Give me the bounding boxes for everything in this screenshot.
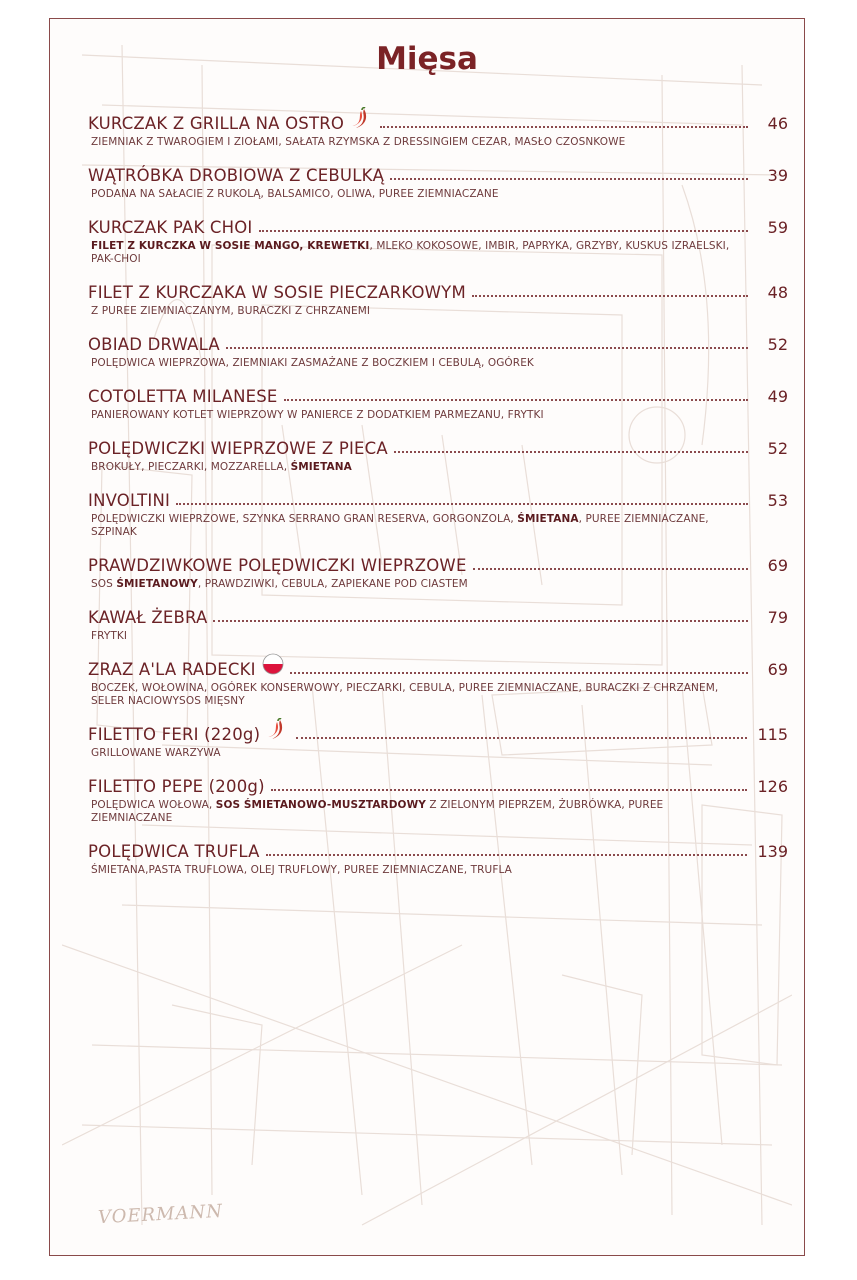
menu-item-header <box>88 111 788 133</box>
dish-price: 46 <box>767 114 788 133</box>
dish-name: PRAWDZIWKOWE POLĘDWICZKI WIEPRZOWE <box>88 556 467 575</box>
dish-price: 52 <box>767 335 788 354</box>
description-text: FRYTKI <box>91 630 128 642</box>
menu-item <box>88 163 788 201</box>
description-text: , PRAWDZIWKI, CEBULA, ZAPIEKANE POD CIASTEM <box>197 578 468 590</box>
description-text: POLĘDWICA WOŁOWA, <box>91 799 216 811</box>
dish-price: 52 <box>767 439 788 458</box>
dish-description <box>91 747 731 760</box>
description-text: PODANA NA SAŁACIE Z RUKOLĄ, BALSAMICO, OLIWA, PUREE ZIEMNIACZANE <box>91 188 499 200</box>
dish-name: WĄTRÓBKA DROBIOWA Z CEBULKĄ <box>88 166 385 185</box>
dish-description <box>91 357 731 370</box>
dish-price: 59 <box>767 218 788 237</box>
dish-name: ZRAZ A'LA RADECKI <box>88 660 256 679</box>
dish-description <box>91 799 731 825</box>
dish-description <box>91 578 731 591</box>
dish-description <box>91 513 731 539</box>
dish-price: 126 <box>757 777 788 796</box>
menu-item-header <box>88 657 788 679</box>
menu-page <box>49 18 805 1256</box>
dot-leader <box>176 503 748 505</box>
description-text: BOCZEK, WOŁOWINA, OGÓREK KONSERWOWY, PIECZARKI, CEBULA, PUREE ZIEMNIACZANE, BURACZKI Z CHRZANEM, SELER NACIOWYSOS MIĘSNY <box>91 682 719 707</box>
dot-leader <box>226 347 748 349</box>
dish-price: 48 <box>767 283 788 302</box>
dish-description <box>91 461 731 474</box>
dot-leader <box>473 568 748 570</box>
dish-price: 39 <box>767 166 788 185</box>
dish-name: INVOLTINI <box>88 491 171 510</box>
polish-flag-icon <box>262 653 284 679</box>
dish-description <box>91 305 731 318</box>
dish-description <box>91 864 731 877</box>
dish-description <box>91 136 731 149</box>
description-text: , MLEKO KOKOSOWE, IMBIR, PAPRYKA, GRZYBY, KUSKUS IZRAELSKI, PAK-CHOI <box>91 240 730 265</box>
chili-pepper-icon <box>350 107 374 133</box>
dish-name: POLĘDWICA TRUFLA <box>88 842 260 861</box>
dish-name: FILETTO FERI (220g) <box>88 725 261 744</box>
dish-price: 115 <box>757 725 788 744</box>
description-text: , PUREE ZIEMNIACZANE, SZPINAK <box>91 513 709 538</box>
dish-name: FILET Z KURCZAKA W SOSIE PIECZARKOWYM <box>88 283 466 302</box>
dish-price: 139 <box>757 842 788 861</box>
dish-name: OBIAD DRWALA <box>88 335 220 354</box>
menu-item-header <box>88 839 788 861</box>
dot-leader <box>394 451 748 453</box>
dish-name: KURCZAK Z GRILLA NA OSTRO <box>88 114 345 133</box>
description-text: BROKUŁY, PIECZARKI, MOZZARELLA, <box>91 461 291 473</box>
dish-name: COTOLETTA MILANESE <box>88 387 278 406</box>
dot-leader <box>213 620 748 622</box>
menu-item-header <box>88 436 788 458</box>
dish-description <box>91 188 731 201</box>
menu-item <box>88 774 788 825</box>
dish-price: 69 <box>767 556 788 575</box>
dish-price: 53 <box>767 491 788 510</box>
menu-item-header <box>88 163 788 185</box>
menu-item-header <box>88 605 788 627</box>
dot-leader <box>290 672 748 674</box>
menu-item <box>88 657 788 708</box>
dot-leader <box>271 789 748 791</box>
dot-leader <box>266 854 748 856</box>
menu-item-header <box>88 774 788 796</box>
menu-item <box>88 839 788 877</box>
dot-leader <box>284 399 748 401</box>
menu-item <box>88 384 788 422</box>
dot-leader <box>390 178 748 180</box>
menu-item-header <box>88 384 788 406</box>
menu-list <box>88 111 788 891</box>
dot-leader <box>296 737 747 739</box>
dish-name: KURCZAK PAK CHOI <box>88 218 253 237</box>
description-text: POLĘDWICZKI WIEPRZOWE, SZYNKA SERRANO GRAN RESERVA, GORGONZOLA, <box>91 513 518 525</box>
artist-signature: VOERMANN <box>97 1200 224 1229</box>
menu-item <box>88 722 788 760</box>
dish-description <box>91 409 731 422</box>
description-text: SOS <box>91 578 117 590</box>
description-text: GRILLOWANE WARZYWA <box>91 747 221 759</box>
page-title: Mięsa <box>376 41 478 77</box>
dish-price: 69 <box>767 660 788 679</box>
description-text: Z PUREE ZIEMNIACZANYM, BURACZKI Z CHRZANEMI <box>91 305 371 317</box>
description-text: ŚMIETANA,PASTA TRUFLOWA, OLEJ TRUFLOWY, PUREE ZIEMNIACZANE, TRUFLA <box>91 864 512 876</box>
menu-item <box>88 215 788 266</box>
dish-price: 79 <box>767 608 788 627</box>
dish-description <box>91 682 731 708</box>
chili-pepper-icon <box>266 718 290 744</box>
description-text: Z ZIELONYM PIEPRZEM, ŻUBRÓWKA, PUREE ZIEMNIACZANE <box>91 799 664 824</box>
dish-name: POLĘDWICZKI WIEPRZOWE Z PIECA <box>88 439 388 458</box>
menu-item-header <box>88 215 788 237</box>
menu-item <box>88 488 788 539</box>
dot-leader <box>472 295 748 297</box>
dish-description <box>91 240 731 266</box>
dish-description <box>91 630 731 643</box>
menu-item <box>88 605 788 643</box>
description-highlight: ŚMIETANOWY <box>116 578 198 590</box>
dot-leader <box>380 126 748 128</box>
menu-item <box>88 111 788 149</box>
description-highlight: FILET Z KURCZKA W SOSIE MANGO, KREWETKI <box>91 240 370 252</box>
menu-item-header <box>88 332 788 354</box>
menu-item <box>88 553 788 591</box>
menu-item <box>88 280 788 318</box>
menu-item-header <box>88 488 788 510</box>
dish-price: 49 <box>767 387 788 406</box>
description-text: PANIEROWANY KOTLET WIEPRZOWY W PANIERCE Z DODATKIEM PARMEZANU, FRYTKI <box>91 409 544 421</box>
dish-name: KAWAŁ ŻEBRA <box>88 608 208 627</box>
menu-item-header <box>88 280 788 302</box>
dot-leader <box>259 230 748 232</box>
menu-item-header <box>88 722 788 744</box>
description-highlight: ŚMIETANA <box>290 461 352 473</box>
description-text: ZIEMNIAK Z TWAROGIEM I ZIOŁAMI, SAŁATA RZYMSKA Z DRESSINGIEM CEZAR, MASŁO CZOSNKOWE <box>91 136 626 148</box>
menu-item <box>88 332 788 370</box>
description-highlight: ŚMIETANA <box>517 513 579 525</box>
menu-item-header <box>88 553 788 575</box>
dish-name: FILETTO PEPE (200g) <box>88 777 265 796</box>
menu-item <box>88 436 788 474</box>
description-highlight: SOS ŚMIETANOWO-MUSZTARDOWY <box>215 799 426 811</box>
description-text: POLĘDWICA WIEPRZOWA, ZIEMNIAKI ZASMAŻANE Z BOCZKIEM I CEBULĄ, OGÓREK <box>91 357 534 369</box>
